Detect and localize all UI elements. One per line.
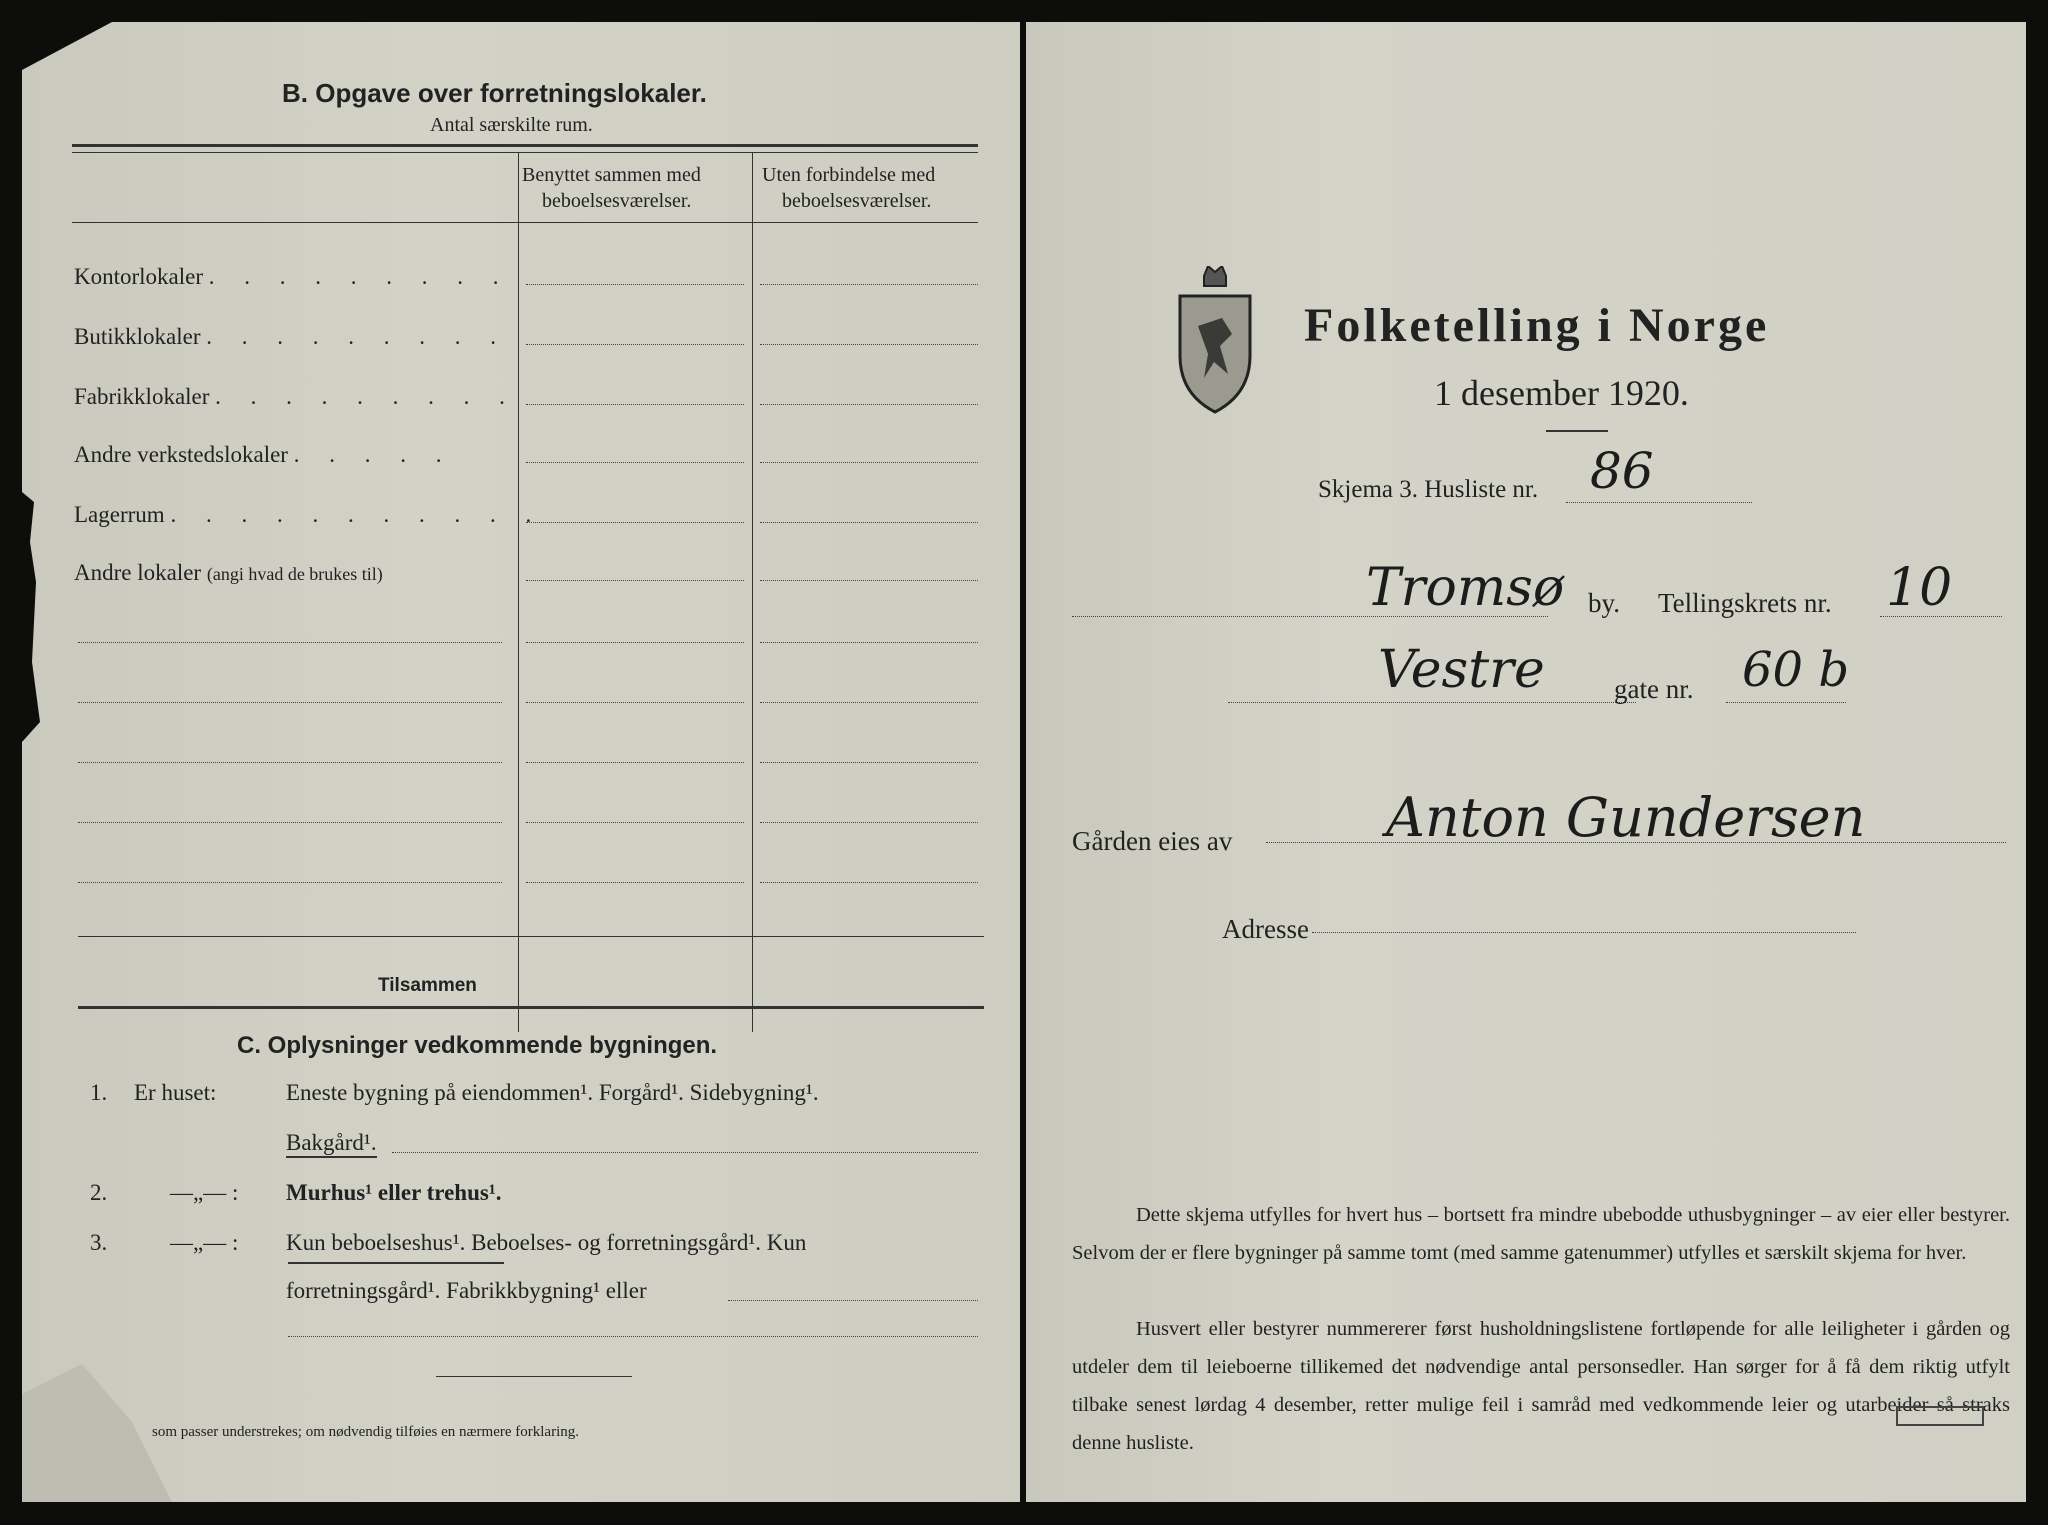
q3-label: —„— :	[170, 1230, 239, 1255]
street-line	[1228, 702, 1636, 703]
address-label: Adresse	[1222, 914, 1309, 944]
torn-corner-bottom	[22, 1364, 172, 1502]
row-andre-verkstedslokaler: Andre verkstedslokaler . . . . .	[74, 442, 454, 467]
footnote: som passer understrekes; om nødvendig tilføies en nærmere forklaring.	[152, 1424, 579, 1440]
col1-header-line2: beboelsesværelser.	[542, 190, 692, 212]
cover-title: Folketelling i Norge	[1304, 299, 1770, 352]
section-b-subtitle: Antal særskilte rum.	[430, 114, 593, 136]
col1-header-line1: Benyttet sammen med	[522, 164, 701, 186]
date-rule	[1546, 430, 1608, 432]
tellingskrets-number: 10	[1886, 558, 1953, 618]
owner-handwritten: Anton Gundersen	[1386, 786, 1866, 849]
instructions-paragraph-1: Dette skjema utfylles for hvert hus – bortsett fra mindre ubebodde uthusbygninger – av eier eller bestyrer. Selvom der er flere bygninger på samme tomt (med samme gatenummer) utfylles et særskilt skjema for hver.	[1072, 1204, 2010, 1264]
q3-options: Kun beboelseshus¹. Beboelses- og forretningsgård¹. Kun	[286, 1230, 807, 1255]
q1-options: Eneste bygning på eiendommen¹. Forgård¹. Sidebygning¹.	[286, 1080, 819, 1105]
col2-header-line1: Uten forbindelse med	[762, 164, 936, 186]
torn-corner-top	[22, 22, 112, 70]
right-page	[1026, 22, 2026, 1502]
gate-label: gate nr.	[1614, 674, 1694, 704]
street-handwritten: Vestre	[1378, 640, 1545, 700]
skjema-label: Skjema 3. Husliste nr.	[1318, 476, 1539, 503]
q3-number: 3.	[90, 1230, 108, 1255]
coat-of-arms-icon	[1174, 266, 1256, 414]
row-lagerrum: Lagerrum . . . . . . . . . . .	[74, 502, 544, 527]
row-andre-lokaler: Andre lokaler (angi hvad de brukes til)	[74, 560, 383, 585]
q1-label: Er huset:	[134, 1080, 217, 1105]
q2-label: —„— :	[170, 1180, 239, 1205]
q2-number: 2.	[90, 1180, 108, 1205]
torn-edge-left	[22, 492, 40, 742]
section-c-title: C. Oplysninger vedkommende bygningen.	[237, 1032, 718, 1059]
city-line	[1072, 616, 1548, 617]
gate-number: 60 b	[1742, 642, 1850, 698]
printer-stamp	[1896, 1406, 1984, 1426]
tellingskrets-label: Tellingskrets nr.	[1658, 588, 1832, 618]
col2-header-line2: beboelsesværelser.	[782, 190, 932, 212]
q1-options-bakgard: Bakgård¹.	[286, 1130, 377, 1158]
q3-options-2: forretningsgård¹. Fabrikkbygning¹ eller	[286, 1278, 647, 1303]
address-line	[1312, 932, 1856, 933]
husliste-line	[1566, 502, 1752, 503]
by-label: by.	[1588, 588, 1620, 618]
cover-date: 1 desember 1920.	[1434, 373, 1689, 413]
section-b-title: B. Opgave over forretningslokaler.	[282, 78, 707, 108]
left-page	[22, 22, 1020, 1502]
q1-number: 1.	[90, 1080, 108, 1105]
row-fabrikklokaler: Fabrikklokaler . . . . . . . . .	[74, 384, 517, 409]
city-handwritten: Tromsø	[1366, 558, 1565, 618]
owner-line	[1266, 842, 2006, 843]
q2-options: Murhus¹ eller trehus¹.	[286, 1180, 502, 1205]
gate-line	[1726, 702, 1846, 703]
row-kontorlokaler: Kontorlokaler . . . . . . . . .	[74, 264, 511, 289]
husliste-number: 86	[1590, 442, 1654, 500]
owner-label: Gården eies av	[1072, 826, 1233, 856]
total-label: Tilsammen	[378, 975, 477, 996]
instructions-paragraph-2: Husvert eller bestyrer nummererer først husholdningslistene fortløpende for alle leiligheter i gården og utdeler dem til leieboerne tillikemed det nødvendige antal personsedler. Han sørger for å få dem riktig utfylt tilbake senest lørdag 4 desember, retter mulige feil i samråd med vedkommende leier og utarbeider så straks denne husliste.	[1072, 1318, 2010, 1454]
torn-paper-edges	[22, 22, 1020, 1502]
row-butikklokaler: Butikklokaler . . . . . . . . .	[74, 324, 508, 349]
krets-line	[1880, 616, 2002, 617]
